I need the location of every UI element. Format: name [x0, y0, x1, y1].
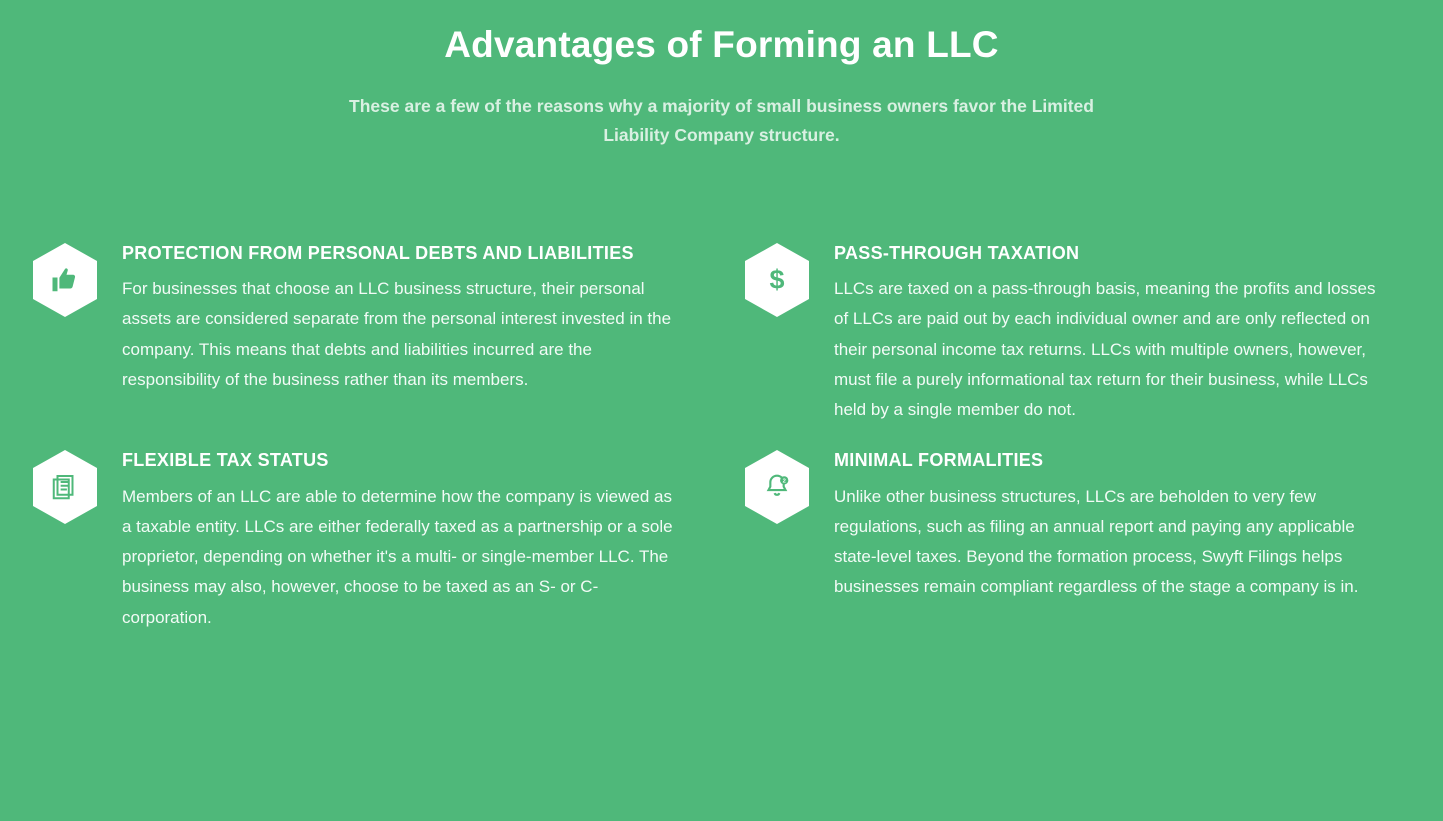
- card-title: MINIMAL FORMALITIES: [834, 450, 1044, 471]
- thumbs-up-icon: [31, 242, 99, 318]
- card-body: [834, 238, 1394, 425]
- card-body: [834, 445, 1394, 602]
- card-icon-wrap: [740, 445, 814, 525]
- advantage-card: [740, 238, 1443, 425]
- dollar-sign-icon: [743, 242, 811, 318]
- advantage-card: [28, 445, 740, 632]
- card-icon-wrap: [740, 238, 814, 318]
- card-text: Members of an LLC are able to determine how the company is viewed as a taxable entity. LLCs are either federally taxed as a partnership or a sole proprietor, depending on whether it's a multi- or single-member LLC. The business may also, however, choose to be taxed as an S- or C-corporation.: [122, 486, 673, 627]
- advantages-grid: [0, 238, 1443, 633]
- card-body: [122, 445, 682, 632]
- card-title: PROTECTION FROM PERSONAL DEBTS AND LIABILITIES: [122, 243, 634, 263]
- section-header: [0, 0, 1443, 149]
- thumbs-up-glyph: [31, 242, 99, 318]
- bell-badge-count: 2: [782, 478, 786, 485]
- documents-glyph: [31, 449, 99, 525]
- dollar-sign-glyph: [743, 242, 811, 318]
- card-text: LLCs are taxed on a pass-through basis, meaning the profits and losses of LLCs are paid out by each individual owner and are only reflected on their personal income tax returns. LLCs with multiple owners, however, must file a purely informational tax return for their business, while LLCs held by a single member do not.: [834, 279, 1376, 420]
- page-subtitle: These are a few of the reasons why a majority of small business owners favor the Limited Liability Company structure.: [349, 96, 1094, 145]
- card-body: [122, 238, 682, 395]
- card-title: FLEXIBLE TAX STATUS: [122, 450, 329, 471]
- card-title: PASS-THROUGH TAXATION: [834, 243, 1080, 263]
- card-text: For businesses that choose an LLC business structure, their personal assets are considered separate from the personal interest invested in the company. This means that debts and liabilities incurred are the responsibility of the business rather than its members.: [122, 279, 672, 389]
- page-title: Advantages of Forming an LLC: [444, 24, 999, 65]
- bell-notification-icon: [743, 449, 811, 525]
- card-icon-wrap: [28, 445, 102, 525]
- svg-text:$: $: [769, 264, 785, 295]
- card-text: Unlike other business structures, LLCs are beholden to very few regulations, such as filing an annual report and paying any applicable state-level taxes. Beyond the formation process, Swyft Filings helps businesses remain compliant regardless of the stage a company is in.: [834, 486, 1359, 597]
- card-icon-wrap: [28, 238, 102, 318]
- documents-icon: [31, 449, 99, 525]
- advantage-card: [28, 238, 740, 425]
- advantage-card: [740, 445, 1443, 632]
- bell-glyph: [743, 449, 811, 525]
